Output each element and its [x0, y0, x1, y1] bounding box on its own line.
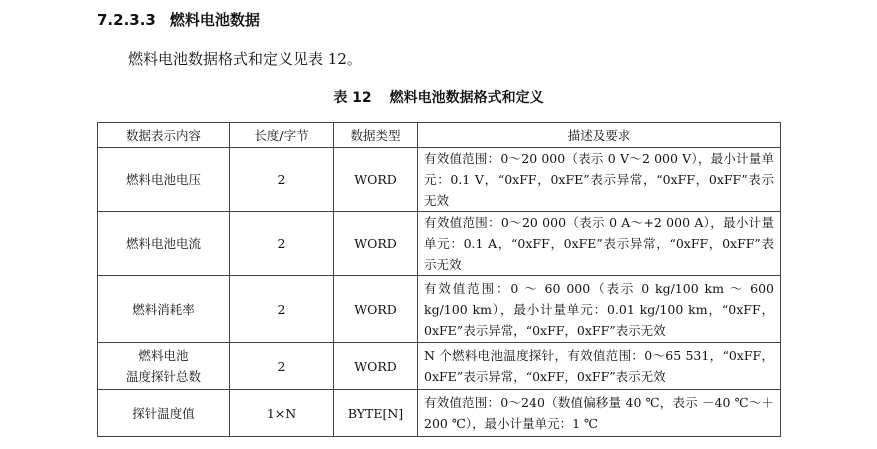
- header-description: 描述及要求: [418, 123, 781, 148]
- table-number: 表 12: [333, 90, 372, 106]
- table-header-row: [98, 123, 781, 148]
- cell-type: WORD: [334, 148, 418, 212]
- cell-description: N 个燃料电池温度探针，有效值范围：0～65 531，“0xFF，0xFE”表示异常，“0xFF，0xFF”表示无效: [418, 343, 781, 390]
- cell-length: 2: [230, 343, 334, 390]
- table-row: [98, 276, 781, 343]
- cell-description: 有效值范围：0～20 000（表示 0 V～2 000 V），最小计量单元：0.1 V，“0xFF，0xFE”表示异常，“0xFF，0xFF”表示无效: [418, 148, 781, 212]
- cell-content-line: 燃料电池: [138, 348, 189, 363]
- cell-description: 有效值范围：0～20 000（表示 0 A～+2 000 A），最小计量单元：0.1 A，“0xFF，0xFE”表示异常，“0xFF，0xFF”表示无效: [418, 212, 781, 276]
- cell-content: [98, 343, 230, 390]
- cell-type: BYTE[N]: [334, 390, 418, 437]
- cell-type: WORD: [334, 276, 418, 343]
- cell-description: 有效值范围：0 ～ 60 000（表示 0 kg/100 km ～ 600 kg/100 km），最小计量单元：0.01 kg/100 km，“0xFF，0xFE”表示异常，“0xFF，0xFF”表示无效: [418, 276, 781, 343]
- cell-content: 燃料电池电压: [98, 148, 230, 212]
- table-title: 燃料电池数据格式和定义: [389, 90, 544, 106]
- cell-content: 燃料电池电流: [98, 212, 230, 276]
- section-number: 7.2.3.3: [97, 11, 156, 29]
- cell-type: WORD: [334, 343, 418, 390]
- intro-paragraph: 燃料电池数据格式和定义见表 12。: [128, 50, 362, 68]
- cell-content-line: 温度探针总数: [125, 369, 201, 384]
- table-row: [98, 390, 781, 437]
- cell-description: 有效值范围：0～240（数值偏移量 40 ℃，表示 －40 ℃～＋200 ℃），最小计量单元：1 ℃: [418, 390, 781, 437]
- cell-length: 1×N: [230, 390, 334, 437]
- cell-length: 2: [230, 148, 334, 212]
- table-caption: [0, 87, 877, 107]
- header-content: 数据表示内容: [98, 123, 230, 148]
- header-type: 数据类型: [334, 123, 418, 148]
- table-row: [98, 148, 781, 212]
- header-length: 长度/字节: [230, 123, 334, 148]
- cell-content: 探针温度值: [98, 390, 230, 437]
- cell-content: 燃料消耗率: [98, 276, 230, 343]
- cell-length: 2: [230, 276, 334, 343]
- section-title: 燃料电池数据: [169, 11, 260, 29]
- table-row: [98, 343, 781, 390]
- table-row: [98, 212, 781, 276]
- cell-length: 2: [230, 212, 334, 276]
- cell-type: WORD: [334, 212, 418, 276]
- section-heading: [97, 9, 260, 30]
- fuel-cell-data-table: [97, 122, 781, 437]
